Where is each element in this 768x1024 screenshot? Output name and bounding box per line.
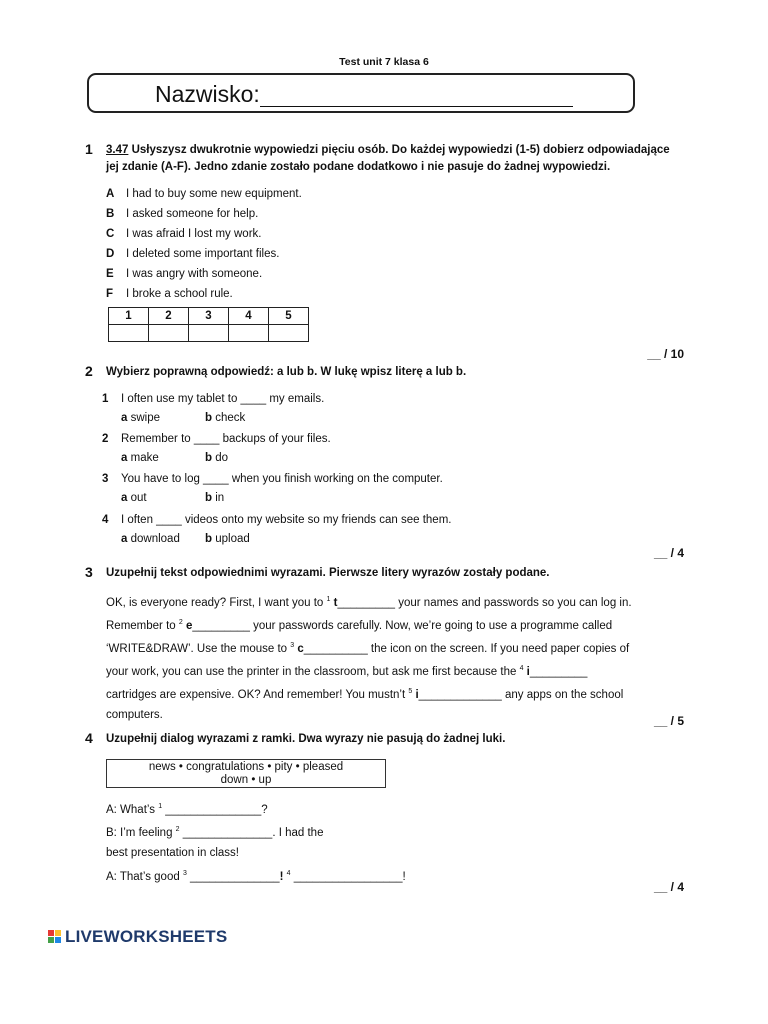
gap-5[interactable]: _____________ any apps on the school <box>418 688 624 701</box>
question-3-option-b: b in <box>205 492 225 504</box>
question-1: 1 I often use my tablet to ____ my emails. <box>102 393 325 405</box>
list-item: E I was angry with someone. <box>106 268 263 280</box>
answer-cell-3[interactable] <box>189 325 229 342</box>
dialog-line-b1-cont: best presentation in class! <box>106 847 239 860</box>
dialog-gap-4[interactable]: _________________! <box>290 870 406 883</box>
question-4-option-b: b upload <box>205 533 250 545</box>
list-item: C I was afraid I lost my work. <box>106 228 262 240</box>
gap-2[interactable]: _________ your passwords carefully. Now, we’re going to use a programme called <box>192 619 613 632</box>
section-4-instruction: Uzupełnij dialog wyrazami z ramki. Dwa wyrazy nie pasują do żadnej luki. <box>106 733 506 745</box>
dialog-gap-3[interactable]: ______________ <box>186 870 280 883</box>
gap-1[interactable]: _________ your names and passwords so you can log in. <box>337 596 632 609</box>
grid-header: 4 <box>229 308 269 325</box>
section-4-number: 4 <box>85 730 93 746</box>
section-2-number: 2 <box>85 363 93 379</box>
grid-header: 1 <box>109 308 149 325</box>
gap-4[interactable]: _________ <box>529 665 588 678</box>
dialog-gap-1[interactable]: _______________? <box>162 803 268 816</box>
gap-3[interactable]: __________ the icon on the screen. If you need paper copies of <box>303 642 630 655</box>
track-number: 3.47 <box>106 144 129 156</box>
grid-header: 3 <box>189 308 229 325</box>
question-3: 3 You have to log ____ when you finish working on the computer. <box>102 473 443 485</box>
question-2-option-b: b do <box>205 452 229 464</box>
answer-cell-5[interactable] <box>269 325 309 342</box>
question-4-options: a download <box>121 533 180 545</box>
list-item: D I deleted some important files. <box>106 248 280 260</box>
dialog-line-b1: B: I’m feeling $^2$ ______________. I had the <box>106 826 324 839</box>
dialog <box>106 797 406 887</box>
question-2: 2 Remember to ____ backups of your files. <box>102 433 331 445</box>
section-1-items <box>106 187 302 307</box>
liveworksheets-logo <box>48 927 227 949</box>
test-title: Test unit 7 klasa 6 <box>339 56 429 68</box>
section-1-instruction: 3.47 Usłyszysz dwukrotnie wypowiedzi pięciu osób. Do każdej wypowiedzi (1-5) dobierz odpowiadające jej zdanie (A-F). Jedno zdanie zostało podane dodatkowo i nie pasuje do żadnej wypowiedzi. <box>106 144 670 173</box>
question-3-options: a out <box>121 492 147 504</box>
section-2-instruction: Wybierz poprawną odpowiedź: a lub b. W lukę wpisz literę a lub b. <box>106 366 467 378</box>
grid-header: 5 <box>269 308 309 325</box>
word-box: news • congratulations • pity • pleased down • up <box>106 759 386 788</box>
dialog-line-a1: A: What’s $^1$ _______________? <box>106 803 268 816</box>
name-label: Nazwisko: <box>155 81 260 107</box>
section-2-score: __ / 4 <box>653 546 684 560</box>
question-4: 4 I often ____ videos onto my website so my friends can see them. <box>102 514 452 526</box>
section-1-number: 1 <box>85 141 93 157</box>
question-2-options: a make <box>121 452 159 464</box>
logo-icon <box>48 929 63 949</box>
list-item: F I broke a school rule. <box>106 288 233 300</box>
name-box <box>87 73 635 113</box>
section-3-instruction: Uzupełnij tekst odpowiednimi wyrazami. Pierwsze litery wyrazów zostały podane. <box>106 567 550 579</box>
grid-header: 2 <box>149 308 189 325</box>
logo-text: LIVEWORKSHEETS <box>65 927 228 946</box>
name-input-line[interactable] <box>260 106 573 107</box>
list-item: B I asked someone for help. <box>106 208 259 220</box>
answer-cell-1[interactable] <box>109 325 149 342</box>
answer-cell-2[interactable] <box>149 325 189 342</box>
section-3-number: 3 <box>85 564 93 580</box>
dialog-gap-2[interactable]: ______________. I had the <box>179 826 324 839</box>
section-4-score: __ / 4 <box>653 880 684 894</box>
question-1-options: a swipe <box>121 412 161 424</box>
list-item: A I had to buy some new equipment. <box>106 188 302 200</box>
section-3-text: OK, is everyone ready? First, I want you to $^1$ t_________ your names and passwords so you can log in. Remember to $^2$ e_________ your passwords carefully. Now, we’re going to use a programme called ‘WRITE&DRAW’. Use the mouse to $^3$ c__________ the icon on the screen. If you need paper copies of your work, you can use the printer in the classroom, but ask me first because the $^4$ i_________ cartridges are expensive. OK? And remember! You mustn’t $^5$ i_____________ any apps on the school computers. <box>106 596 632 722</box>
answer-grid <box>108 307 309 342</box>
answer-cell-4[interactable] <box>229 325 269 342</box>
section-3-score: __ / 5 <box>653 714 684 728</box>
question-1-option-b: b check <box>205 412 246 424</box>
dialog-line-a2: A: That’s good $^3$ ______________! $^4$ _________________! <box>106 869 406 883</box>
section-1-score: __ / 10 <box>647 347 684 361</box>
